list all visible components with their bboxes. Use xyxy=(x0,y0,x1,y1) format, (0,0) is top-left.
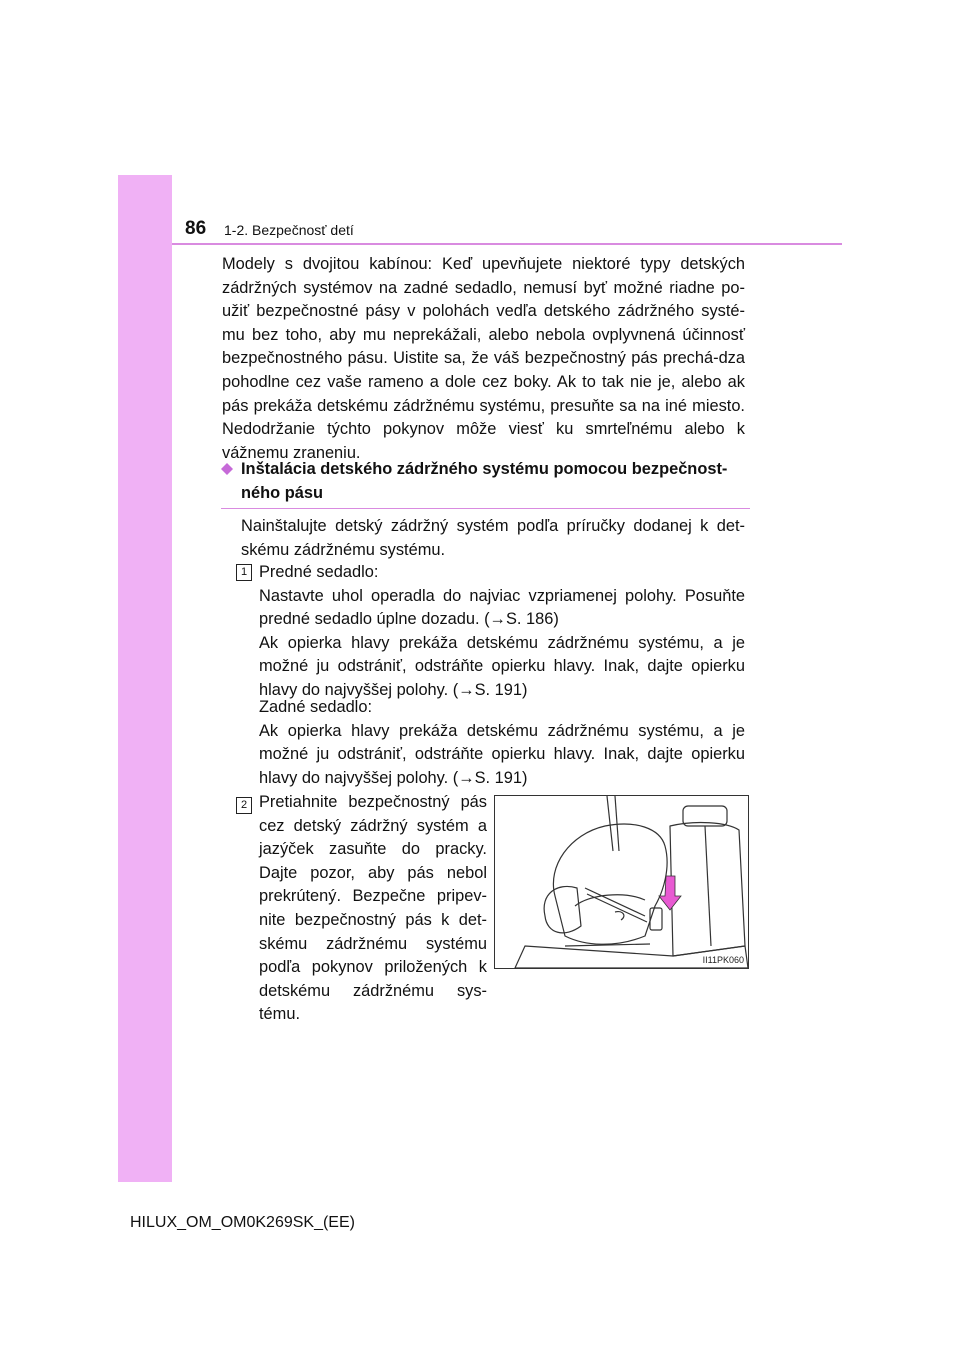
section-title: 1-2. Bezpečnosť detí xyxy=(224,222,354,238)
front-headrest-instruction: Ak opierka hlavy prekáža detskému zádržnému systému, a je možné ju odstrániť, odstráňte opierku hlavy. Inak, dajte opierku hlavy do najvyššej polohy. (→S. 191) xyxy=(259,633,745,699)
diamond-bullet-icon xyxy=(221,463,233,475)
page-number: 86 xyxy=(185,218,207,239)
section-heading-line2: ného pásu xyxy=(241,483,323,502)
front-seat-label: Predné sedadlo: xyxy=(259,563,379,581)
step-1-front-seat xyxy=(259,561,745,703)
rear-seat-label: Zadné sedadlo: xyxy=(259,698,372,716)
chapter-sidebar-tab xyxy=(118,175,172,1182)
step-2-instruction: Pretiahnite bezpečnostný pás cez detský zádržný systém a jazýček zasuňte do pracky. Dajte pozor, aby pás nebol prekrútený. Bezpečne pripev-nite bezpečnostný pás k det-skému zádržnému systému podľa pokynov priložených k detskému zádržnému sys-tému. xyxy=(259,793,487,1024)
child-seat-illustration xyxy=(494,795,749,969)
child-seat-drawing xyxy=(495,796,748,968)
heading-divider xyxy=(221,508,750,509)
header-divider xyxy=(172,243,842,245)
step-2-number: 2 xyxy=(236,797,252,814)
intro-paragraph: Modely s dvojitou kabínou: Keď upevňujete niektoré typy detských zádržných systémov na zadné sedadlo, nemusí byť možné riadne po-užiť bezpečnostné pásy v polohách vedľa detského zádržného systé-mu bez toho, aby mu neprekážali, alebo nebola ovplyvnená účinnosť bezpečnostného pásu. Uistite sa, že váš bezpečnostný pás prechá-dza pohodlne cez vaše rameno a dole cez boky. Ak to tak nie je, alebo ak pás prekáža detskému zádržnému systému, presuňte sa na iné miesto. Nedodržanie týchto pokynov môže viesť ku smrteľnému alebo k vážnemu zraneniu. xyxy=(222,255,745,462)
section-heading-line1: Inštalácia detského zádržného systému pomocou bezpečnost- xyxy=(241,460,728,478)
step-1-number: 1 xyxy=(236,564,252,581)
install-paragraph: Nainštalujte detský zádržný systém podľa príručky dodanej k det-skému zádržnému systému. xyxy=(241,517,745,559)
figure-code: II11PK060 xyxy=(702,955,744,965)
section-heading xyxy=(221,458,751,505)
front-seat-instruction: Nastavte uhol operadla do najviac vzpriamenej polohy. Posuňte predné sedadlo úplne dozadu. (→S. 186) xyxy=(259,586,745,629)
step-1-rear-seat xyxy=(259,696,745,790)
document-id: HILUX_OM_OM0K269SK_(EE) xyxy=(130,1214,355,1231)
rear-headrest-instruction: Ak opierka hlavy prekáža detskému zádržnému systému, a je možné ju odstrániť, odstráňte opierku hlavy. Inak, dajte opierku hlavy do najvyššej polohy. (→S. 191) xyxy=(259,721,745,787)
